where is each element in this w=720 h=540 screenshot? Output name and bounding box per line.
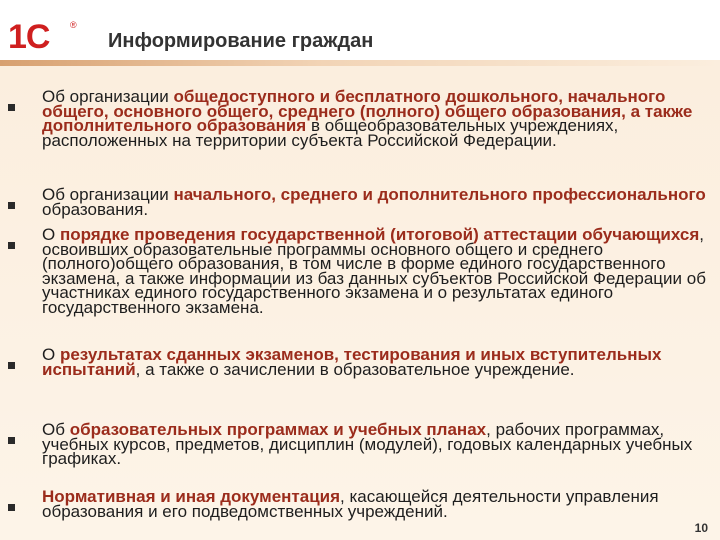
body-text: , а также о зачислении в образовательное учреждение.: [135, 359, 575, 379]
body-text: , освоивших образовательные программы основного общего и среднего (полного)общего образования, в том числе в форме единого государственного экзамена, а также информации из баз данных субъектов Российской Федерации об участниках единого государственного экзамена и о результатах единого государственного экзамена.: [42, 225, 706, 317]
highlighted-text: порядке проведения государственной (итоговой) аттестации обучающихся: [59, 225, 700, 244]
logo-1c: [8, 18, 78, 56]
list-item-text: [42, 420, 707, 469]
bullet-square-icon: [8, 202, 15, 209]
body-text: Об: [42, 420, 70, 439]
list-item-text: [42, 487, 707, 521]
bullet-square-icon: [8, 242, 15, 249]
body-text: Об организации: [42, 185, 174, 204]
list-item-text: [42, 225, 707, 317]
bullet-square-icon: [8, 504, 15, 511]
list-item-text: [42, 185, 707, 219]
body-text: , касающейся деятельности управления образования и его подведомственных учреждений.: [42, 487, 659, 521]
body-text: в общеобразовательных учреждениях, расположенных на территории субъекта Российской Федерации.: [42, 116, 619, 150]
bullet-square-icon: [8, 362, 15, 369]
highlighted-text: результатах сданных экзаменов, тестирования и иных вступительных испытаний: [42, 345, 662, 379]
highlighted-text: начального, среднего и дополнительного профессионального: [173, 185, 706, 204]
registered-mark: ®: [70, 20, 77, 30]
page-number: 10: [694, 521, 708, 535]
body-text: образования.: [42, 199, 149, 219]
bullet-square-icon: [8, 437, 15, 444]
page-title: Информирование граждан: [108, 30, 374, 52]
body-text: , рабочих программах, учебных курсов, предметов, дисциплин (модулей), годовых календарных учебных графиках.: [42, 420, 693, 469]
body-text: Об организации: [42, 87, 174, 106]
list-item-text: [42, 345, 707, 379]
header-divider: [0, 60, 720, 66]
highlighted-text: Нормативная и иная документация: [42, 487, 341, 506]
highlighted-text: общедоступного и бесплатного дошкольного, начального общего, основного общего, среднего (полного) общего образования, а также дополнительного образования: [42, 87, 693, 136]
body-text: О: [42, 345, 60, 364]
highlighted-text: образовательных программах и учебных планах: [69, 420, 487, 439]
logo-text: 1С: [8, 18, 50, 56]
list-item-text: [42, 87, 707, 150]
body-text: О: [42, 225, 60, 244]
bullet-square-icon: [8, 104, 15, 111]
